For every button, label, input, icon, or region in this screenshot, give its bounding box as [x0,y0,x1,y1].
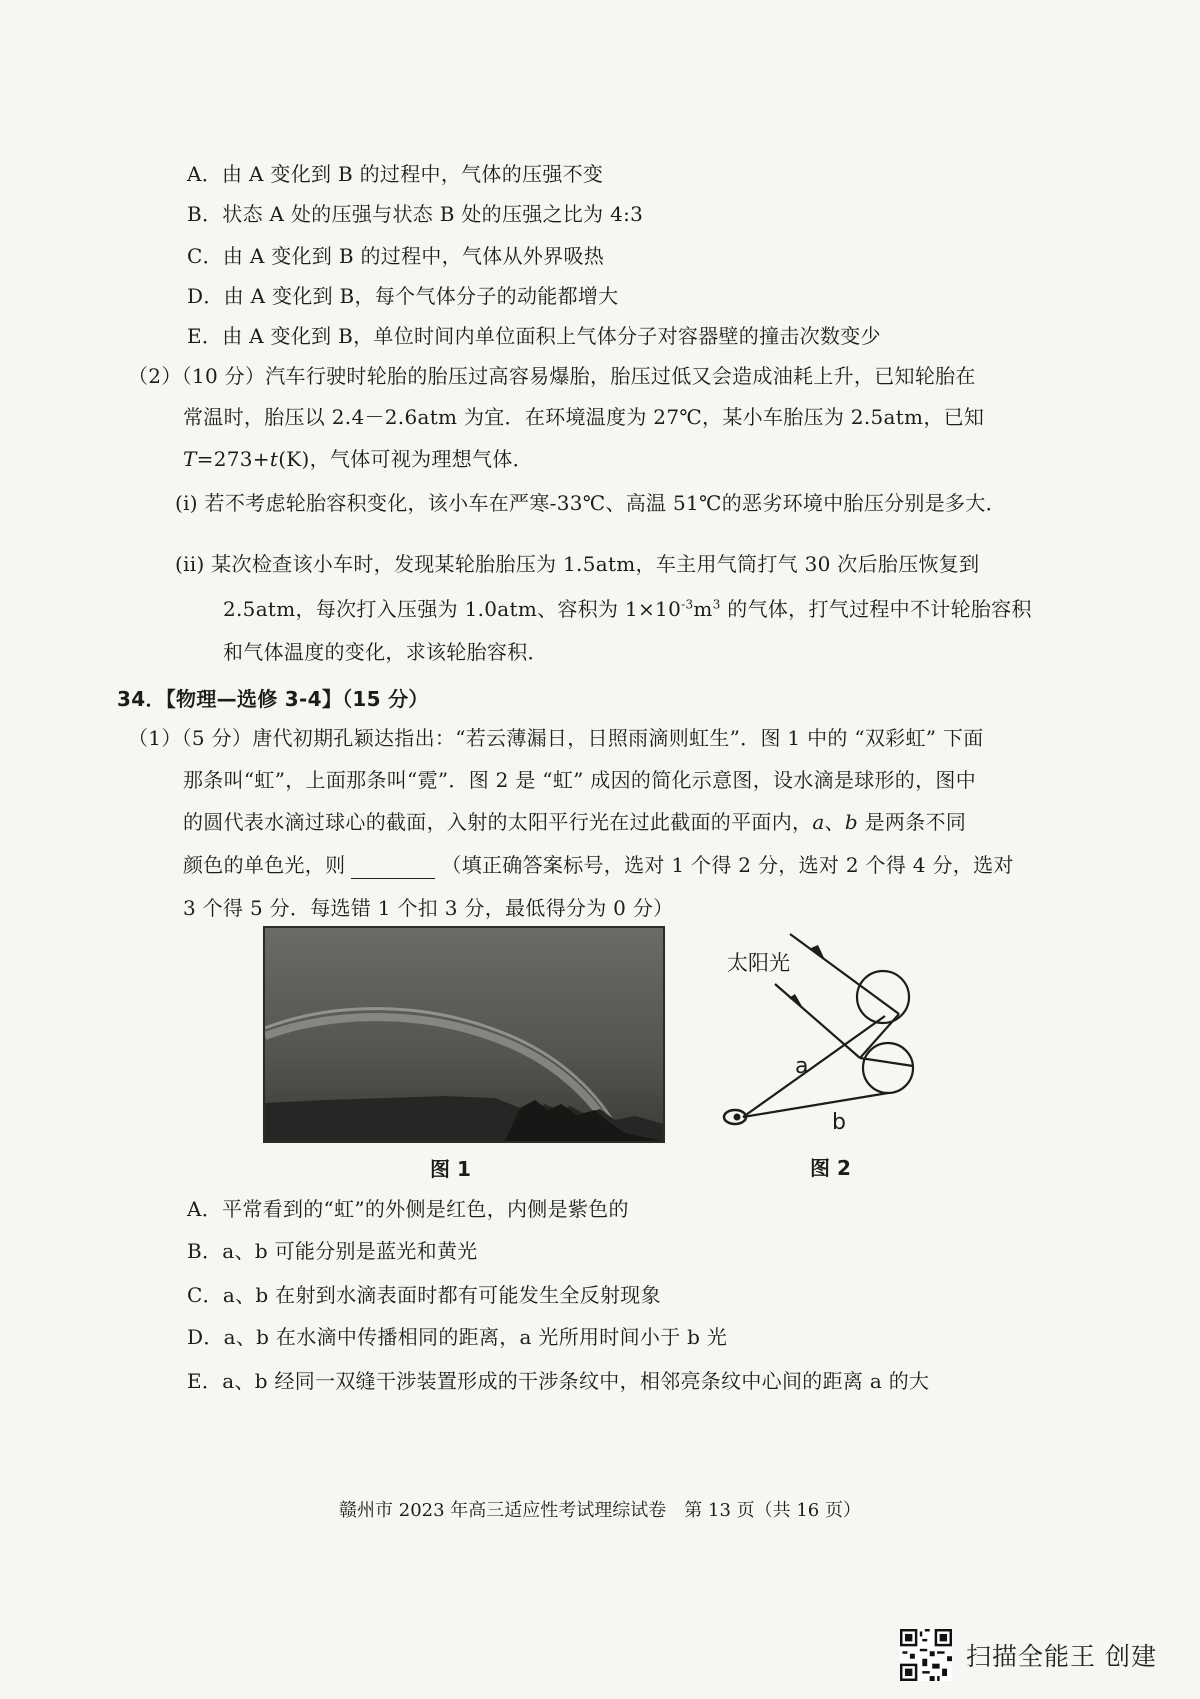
q34-para-line1: （1）（5 分）唐代初期孔颖达指出：“若云薄漏日，日照雨滴则虹生”．图 1 中的 “双彩虹” 下面 [128,726,984,750]
sub-ii-text-a: 2.5atm，每次打入压强为 1.0atm、容积为 1×10 [223,597,682,621]
sunlight-ray-lower [775,984,860,1058]
watermark-text: 扫描全能王 创建 [966,1642,1157,1671]
p3-text-a: 的圆代表水滴过球心的截面，入射的太阳平行光在过此截面的平面内， [183,810,813,834]
answer-blank[interactable] [351,858,435,879]
p3-sep: 、 [824,810,845,834]
diagram-label-a: a [795,1054,809,1079]
q33-sub-ii-line3: 和气体温度的变化，求该轮胎容积． [223,640,548,664]
sunlight-ray-upper [790,934,899,1014]
q34-para-line2: 那条叫“虹”，上面那条叫“霓”．图 2 是 “虹” 成因的简化示意图，设水滴是球形的，图中 [183,768,977,792]
q34-option-e: E．a、b 经同一双缝干涉装置形成的干涉条纹中，相邻亮条纹中心间的距离 a 的大 [187,1369,930,1393]
qr-code-icon [900,1629,952,1681]
q34-option-a: A．平常看到的“虹”的外侧是红色，内侧是紫色的 [187,1197,629,1221]
light-a-label: a [812,810,825,834]
q33-option-c: C．由 A 变化到 B 的过程中，气体从外界吸热 [187,244,605,268]
figure1-rainbow-photo [263,926,665,1143]
q33-part2-line2: 常温时，胎压以 2.4－2.6atm 为宜．在环境温度为 27℃，某小车胎压为 2.5atm，已知 [183,405,985,429]
q33-sub-ii-line2 [223,595,1032,623]
figure2-caption: 图 2 [810,1156,851,1180]
rainbow-diagram-svg [715,918,930,1140]
sub-ii-text-c: 的气体，打气过程中不计轮胎容积 [720,597,1032,621]
arrowhead-lower [789,994,803,1008]
q34-para-line5: 3 个得 5 分．每选错 1 个扣 3 分，最低得分为 0 分） [183,896,674,920]
eye-icon [724,1110,746,1124]
q33-option-a: A．由 A 变化到 B 的过程中，气体的压强不变 [187,162,604,186]
q34-para-line3 [183,808,966,836]
light-b-label: b [844,810,858,834]
p3-text-c: 是两条不同 [857,810,967,834]
q34-option-b: B．a、b 可能分别是蓝光和黄光 [187,1239,478,1263]
q34-option-d: D．a、b 在水滴中传播相同的距离，a 光所用时间小于 b 光 [187,1325,728,1349]
p4-text-a: 颜色的单色光，则 [183,853,346,877]
q33-part2-line1: （2）（10 分）汽车行驶时轮胎的胎压过高容易爆胎，胎压过低又会造成油耗上升，已知轮胎在 [128,364,976,388]
water-droplet-upper [857,971,909,1023]
unit-m: m [693,597,713,621]
p4-text-b: （填正确答案标号，选对 1 个得 2 分，选对 2 个得 4 分，选对 [441,853,1014,877]
page-footer: 赣州市 2023 年高三适应性考试理综试卷 第 13 页（共 16 页） [339,1500,861,1521]
q33-option-d: D．由 A 变化到 B，每个气体分子的动能都增大 [187,284,619,308]
reflected-ray-2 [860,1058,913,1066]
q33-option-b: B．状态 A 处的压强与状态 B 处的压强之比为 4:3 [187,202,644,226]
figure1-caption: 图 1 [430,1157,471,1181]
diagram-label-b: b [832,1110,846,1135]
sunlight-label: 太阳光 [727,951,790,975]
figure2-diagram [715,918,930,1140]
exponent-3: 3 [712,597,721,612]
q34-para-line4 [183,851,1014,879]
arrowhead-upper [811,945,825,960]
water-droplet-lower [863,1043,913,1093]
q33-part2-line3 [183,445,533,473]
q33-option-e: E．由 A 变化到 B，单位时间内单位面积上气体分子对容器壁的撞击次数变少 [187,324,881,348]
formula-equals: =273+ [196,447,270,471]
temperature-symbol-t: t [269,447,279,471]
scanner-watermark [900,1630,1157,1680]
q34-heading: 34．【物理—选修 3-4】（15 分） [117,687,429,711]
q33-sub-ii-line1: (ii) 某次检查该小车时，发现某轮胎胎压为 1.5atm，车主用气筒打气 30 次后胎压恢复到 [175,552,980,576]
q33-sub-i: (i) 若不考虑轮胎容积变化，该小车在严寒-33℃、高温 51℃的恶劣环境中胎压分别是多大． [175,491,1006,515]
temperature-symbol-T: T [183,447,197,471]
ray-b [743,1093,888,1117]
q34-option-c: C．a、b 在射到水滴表面时都有可能发生全反射现象 [187,1283,661,1307]
formula-rest: (K)，气体可视为理想气体． [278,447,533,471]
exponent-minus-3: -3 [681,597,694,612]
